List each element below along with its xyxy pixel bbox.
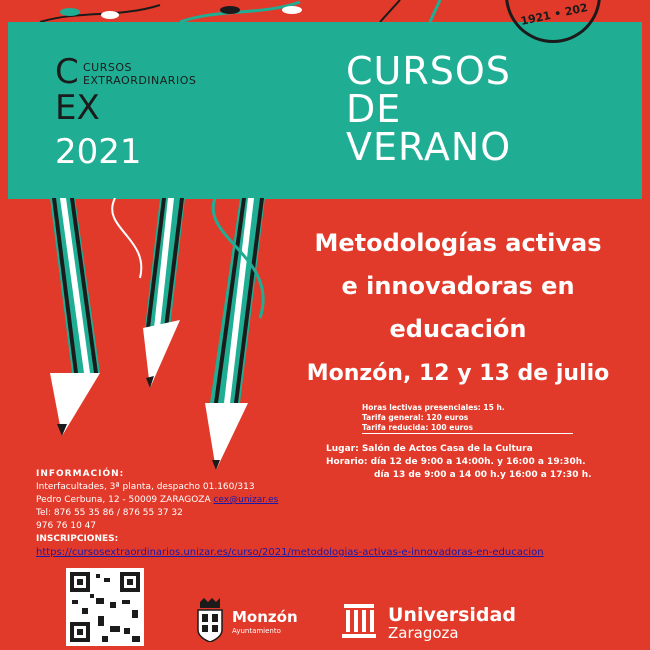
- university-name: Universidad: [388, 604, 516, 626]
- info-address-1: Interfacultades, 3ª planta, despacho 01.160/313: [36, 482, 255, 492]
- info-phone: Tel: 876 55 35 86 / 876 55 37 32: [36, 508, 183, 518]
- fee-general: Tarifa general: 120 euros: [362, 413, 469, 422]
- pencils-illustration: [0, 198, 300, 478]
- pencil-icon: [50, 198, 100, 436]
- venue: Lugar: Salón de Actos Casa de la Cultura: [326, 444, 533, 454]
- qr-code-icon[interactable]: [66, 568, 144, 646]
- course-dates: Monzón, 12 y 13 de julio: [306, 361, 610, 386]
- info-address-2-text: Pedro Cerbuna, 12 - 50009 ZARAGOZA: [36, 495, 211, 505]
- info-heading: INFORMACIÓN:: [36, 469, 125, 479]
- course-title-line-1: Metodologías activas: [314, 229, 602, 257]
- schedule-day-13: día 13 de 9:00 a 14 00 h.y 16:00 a 17:30 h.: [374, 470, 592, 480]
- info-phone-2: 976 76 10 47: [36, 521, 97, 531]
- info-address-2: [36, 494, 544, 507]
- cex-small-label: [83, 61, 203, 87]
- course-title: [288, 222, 628, 351]
- cex-year: 2021: [55, 132, 142, 172]
- title-line-2: DE: [346, 87, 402, 131]
- monzon-shield-icon: [196, 598, 224, 642]
- university-building-icon: [342, 604, 376, 644]
- pencil-icon: [205, 198, 265, 470]
- course-title-line-2: e innovadoras en: [341, 272, 575, 300]
- information-block: [36, 468, 544, 560]
- inscriptions-heading: INSCRIPCIONES:: [36, 534, 119, 544]
- stamp-text: 1921 • 202: [519, 1, 589, 28]
- monzon-name: Monzón: [232, 608, 298, 626]
- pencil-icon: [143, 198, 185, 388]
- schedule-day-12: Horario: día 12 de 9:00 a 14:00h. y 16:00 a 19:30h.: [326, 457, 586, 467]
- email-link[interactable]: cex@unizar.es: [213, 495, 279, 505]
- cex-small-text: CURSOS EXTRAORDINARIOS: [83, 61, 197, 87]
- cex-letters-ex: EX: [55, 88, 100, 128]
- lecture-hours: Horas lectivas presenciales: 15 h.: [362, 403, 505, 412]
- course-title-line-3: educación: [389, 315, 527, 343]
- monzon-sub: Ayuntamiento: [232, 627, 281, 635]
- inscriptions-link[interactable]: https://cursosextraordinarios.unizar.es/curso/2021/metodologias-activas-e-innovadoras-en-educacion: [36, 547, 544, 558]
- course-fees: [362, 403, 573, 434]
- university-city: Zaragoza: [388, 624, 459, 642]
- summer-courses-title: [346, 49, 512, 169]
- cex-letter-c: C: [55, 52, 79, 92]
- fee-reduced: Tarifa reducida: 100 euros: [362, 423, 573, 434]
- title-line-3: VERANO: [346, 125, 512, 169]
- title-line-1: CURSOS: [346, 49, 511, 93]
- header-band: [8, 22, 642, 199]
